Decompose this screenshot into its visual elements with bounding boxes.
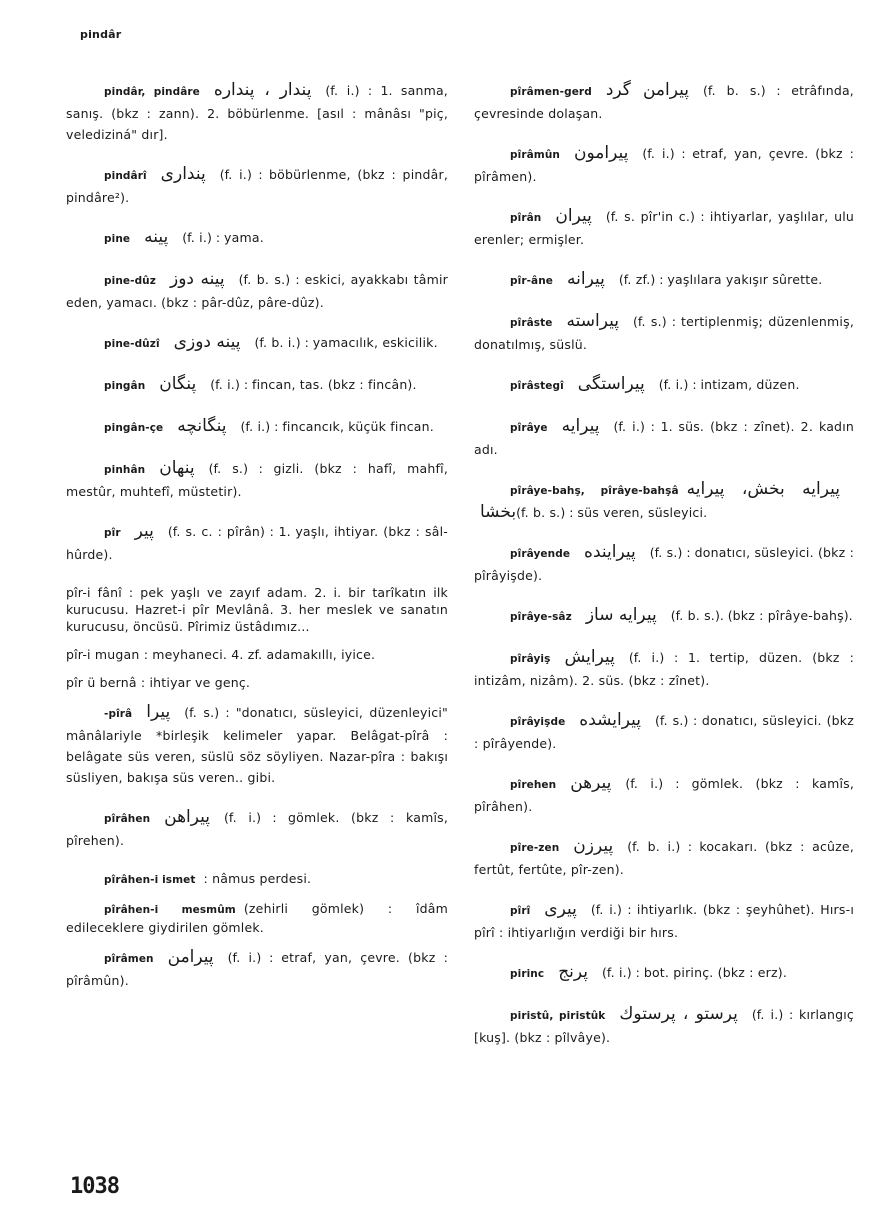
entry-arabic-script: پیران <box>555 206 592 226</box>
entry-arabic-script: پیرامن <box>167 947 214 967</box>
entry-definition: (f. s.) : "donatıcı, süsleyici, düzenleyici" mânâlariyle *birleşik kelimeler yapar. Belâgat-pîrâ : belâgate süs veren, süslü söz söyliyen. Nazar-pîra : bakışı süsliyen, bakışa süs veren.. gibi. <box>66 705 448 785</box>
entry-definition: (f. i.) : 1. tertip, düzen. (bkz : intizâm, nizâm). 2. süs. (bkz : zînet). <box>474 650 854 688</box>
entry-definition: (f. b. s.). (bkz : pîrâye-bahş). <box>670 608 853 623</box>
entry-headword: pingân-çe <box>104 422 164 434</box>
dictionary-entry <box>474 1004 854 1048</box>
entry-arabic-script: پیرزن <box>573 836 614 856</box>
entry-headword: pîrâye-bahş, pîrâye-bahşâ <box>510 485 679 497</box>
entry-definition: (f. i.) : fincancık, küçük fincan. <box>240 419 434 434</box>
entry-definition: (f. s.) : donatıcı, süsleyici. (bkz : pîrâyende). <box>474 713 854 751</box>
entry-headword: pîrâyişde <box>510 716 566 728</box>
dictionary-entry <box>66 374 448 397</box>
dictionary-entry <box>474 647 854 691</box>
entry-definition: pîr-i fânî : pek yaşlı ve zayıf adam. 2. i. bir tarîkatın ilk kurucusu. Hazret-i pîr Mevlânâ. 3. her meslek ve sanatın kurucusu, öncüsü. Pîrimiz üstâdımız... <box>66 585 448 634</box>
dictionary-entry <box>66 702 448 788</box>
entry-headword: pîrân <box>510 212 542 224</box>
entry-arabic-script: پیراهن <box>164 807 211 827</box>
entry-headword: pîrâhen-i mesmûm <box>104 904 236 916</box>
entry-definition: (f. b. i.) : kocakarı. (bkz : acûze, fertût, fertûte, pîr-zen). <box>474 839 854 877</box>
right-column <box>474 80 854 1067</box>
entry-headword: pîrâmen <box>104 953 154 965</box>
entry-headword: pîrâyiş <box>510 653 551 665</box>
dictionary-entry <box>66 947 448 991</box>
entry-definition: (f. i.) : gömlek. (bkz : kamîs, pîrehen). <box>66 810 448 848</box>
entry-definition: (f. b. s.) : eskici, ayakkabı tâmir eden, yamacı. (bkz : pâr-dûz, pâre-dûz). <box>66 272 449 310</box>
entry-definition: (f. b. s.) : süs veren, süsleyici. <box>516 505 708 520</box>
dictionary-entry <box>474 374 854 397</box>
entry-headword: pine-dûzî <box>104 338 160 350</box>
entry-arabic-script: پیرهن <box>570 773 612 793</box>
entry-definition: (f. i.) : etraf, yan, çevre. (bkz : pîrâmen). <box>474 146 854 184</box>
entry-headword: pîrâste <box>510 317 553 329</box>
dictionary-entry <box>474 542 854 586</box>
dictionary-entry <box>474 710 854 754</box>
entry-definition: (f. i.) : ihtiyarlık. (bkz : şeyhûhet). Hırs-ı pîrî : ihtiyarlığın verdiği bir hırs. <box>474 902 854 940</box>
entry-headword: -pîrâ <box>104 708 133 720</box>
entry-headword: pîr-âne <box>510 275 554 287</box>
entry-arabic-script: پنهان <box>159 458 195 478</box>
dictionary-entry <box>66 900 448 936</box>
entry-arabic-script: پرستو ، پرستوك <box>619 1004 738 1024</box>
entry-definition: : nâmus perdesi. <box>203 871 312 886</box>
dictionary-entry <box>474 962 854 985</box>
entry-definition: (f. s.) : tertiplenmiş; düzenlenmiş, donatılmış, süslü. <box>474 314 854 352</box>
entry-headword: piristû, piristûk <box>510 1010 606 1022</box>
entry-headword: pine <box>104 233 131 245</box>
dictionary-entry <box>474 143 854 187</box>
entry-headword: pirinc <box>510 968 545 980</box>
entry-arabic-script: پنداری <box>160 164 206 184</box>
entry-definition: (zehirli gömlek) : îdâm edileceklere giydirilen gömlek. <box>66 901 448 935</box>
entry-arabic-script: پیری <box>544 899 577 919</box>
entry-definition: (f. i.) : bot. pirinç. (bkz : erz). <box>602 965 788 980</box>
entry-definition: (f. s. pîr'in c.) : ihtiyarlar, yaşlılar, ulu erenler; ermişler. <box>474 209 854 247</box>
entry-definition: (f. s.) : gizli. (bkz : hafî, mahfî, mestûr, muhtefî, müstetir). <box>66 461 448 499</box>
entry-arabic-script: پنگان <box>159 374 197 394</box>
dictionary-entry <box>474 269 854 292</box>
entry-definition: (f. zf.) : yaşlılara yakışır sûrette. <box>618 272 823 287</box>
dictionary-entry <box>66 416 448 439</box>
dictionary-entry <box>474 206 854 250</box>
entry-headword: pîrâye <box>510 422 548 434</box>
dictionary-entry <box>66 646 448 663</box>
dictionary-entry <box>474 80 854 124</box>
entry-arabic-script: پیرایه <box>561 416 600 436</box>
entry-arabic-script: پیرانه <box>567 269 605 289</box>
dictionary-entry <box>66 269 448 313</box>
entry-headword: pinhân <box>104 464 146 476</box>
entry-arabic-script: پیر <box>134 521 154 541</box>
entry-headword: pine-dûz <box>104 275 156 287</box>
entry-arabic-script: پیرامون <box>573 143 629 163</box>
entry-definition: (f. i.) : etraf, yan, çevre. (bkz : pîrâmûn). <box>66 950 448 988</box>
entry-definition: (f. i.) : fincan, tas. (bkz : fincân). <box>210 377 417 392</box>
entry-definition: (f. i.) : böbürlenme, (bkz : pindâr, pindâre²). <box>66 167 448 205</box>
dictionary-entry <box>66 674 448 691</box>
dictionary-entry <box>66 164 448 208</box>
dictionary-entry <box>66 870 448 889</box>
entry-definition: (f. i.) : gömlek. (bkz : kamîs, pîrâhen). <box>474 776 854 814</box>
entry-headword: pingân <box>104 380 146 392</box>
entry-headword: pîrâhen <box>104 813 151 825</box>
entry-arabic-script: پیرایشده <box>579 710 641 730</box>
dictionary-entry <box>474 773 854 817</box>
entry-headword: pîrî <box>510 905 531 917</box>
entry-arabic-script: پیراسته <box>566 311 619 331</box>
dictionary-entry <box>66 332 448 355</box>
entry-headword: pîrâmûn <box>510 149 560 161</box>
entry-arabic-script: پیرایش <box>564 647 615 667</box>
entry-definition: (f. i.) : kırlangıç [kuş]. (bkz : pîlvâye). <box>474 1007 855 1045</box>
entry-arabic-script: پیراینده <box>584 542 636 562</box>
entry-arabic-script: پندار ، پنداره <box>213 80 312 100</box>
running-head: pindâr <box>80 28 122 41</box>
dictionary-entry <box>66 80 448 145</box>
dictionary-entry <box>66 807 448 851</box>
entry-arabic-script: پرنج <box>558 962 589 982</box>
page-number: 1038 <box>70 1174 119 1199</box>
entry-headword: pîre-zen <box>510 842 560 854</box>
entry-headword: pîrâstegî <box>510 380 564 392</box>
entry-arabic-script: پینه دوز <box>169 269 225 289</box>
entry-arabic-script: پیرا <box>146 702 171 722</box>
entry-arabic-script: پیرایه ساز <box>585 605 657 625</box>
dictionary-entry <box>474 311 854 355</box>
entry-headword: pîrâmen-gerd <box>510 86 592 98</box>
entry-definition: (f. s.) : donatıcı, süsleyici. (bkz : pîrâyişde). <box>474 545 854 583</box>
entry-arabic-script: پینه دوزی <box>173 332 241 352</box>
entry-headword: pîrâyende <box>510 548 571 560</box>
dictionary-entry <box>66 521 448 565</box>
dictionary-entry <box>474 605 854 628</box>
entry-definition: (f. i.) : 1. sanma, sanış. (bkz : zann). 2. böbürlenme. [asıl : mânâsı "piç, velediziná" dır]. <box>66 83 448 142</box>
left-column <box>66 80 448 1010</box>
entry-definition: pîr-i mugan : meyhaneci. 4. zf. adamakıllı, iyice. <box>66 647 376 662</box>
entry-headword: pindâr, pindâre <box>104 86 200 98</box>
entry-definition: (f. b. s.) : etrâfında, çevresinde dolaşan. <box>474 83 854 121</box>
entry-headword: pîrehen <box>510 779 557 791</box>
entry-definition: (f. s. c. : pîrân) : 1. yaşlı, ihtiyar. (bkz : sâl-hûrde). <box>66 524 448 562</box>
dictionary-entry <box>474 416 854 460</box>
dictionary-entry <box>66 584 448 635</box>
entry-headword: pîrâye-sâz <box>510 611 572 623</box>
dictionary-entry <box>474 479 854 523</box>
entry-definition: (f. i.) : yama. <box>182 230 264 245</box>
entry-definition: (f. b. i.) : yamacılık, eskicilik. <box>254 335 438 350</box>
entry-arabic-script: پیرامن گرد <box>605 80 689 100</box>
entry-definition: pîr ü bernâ : ihtiyar ve genç. <box>66 675 251 690</box>
dictionary-entry <box>66 458 448 502</box>
entry-arabic-script: پیرایه بخش، پیرایه بخشا <box>480 479 840 522</box>
entry-headword: pindârî <box>104 170 147 182</box>
entry-headword: pîr <box>104 527 121 539</box>
dictionary-entry <box>474 836 854 880</box>
dictionary-entry <box>66 227 448 250</box>
entry-arabic-script: پیراستگی <box>577 374 645 394</box>
entry-definition: (f. i.) : 1. süs. (bkz : zînet). 2. kadın adı. <box>474 419 854 457</box>
dictionary-entry <box>474 899 854 943</box>
entry-arabic-script: پینه <box>144 227 169 247</box>
entry-headword: pîrâhen-i ismet <box>104 874 196 886</box>
entry-definition: (f. i.) : intizam, düzen. <box>658 377 800 392</box>
entry-arabic-script: پنگانچه <box>177 416 227 436</box>
